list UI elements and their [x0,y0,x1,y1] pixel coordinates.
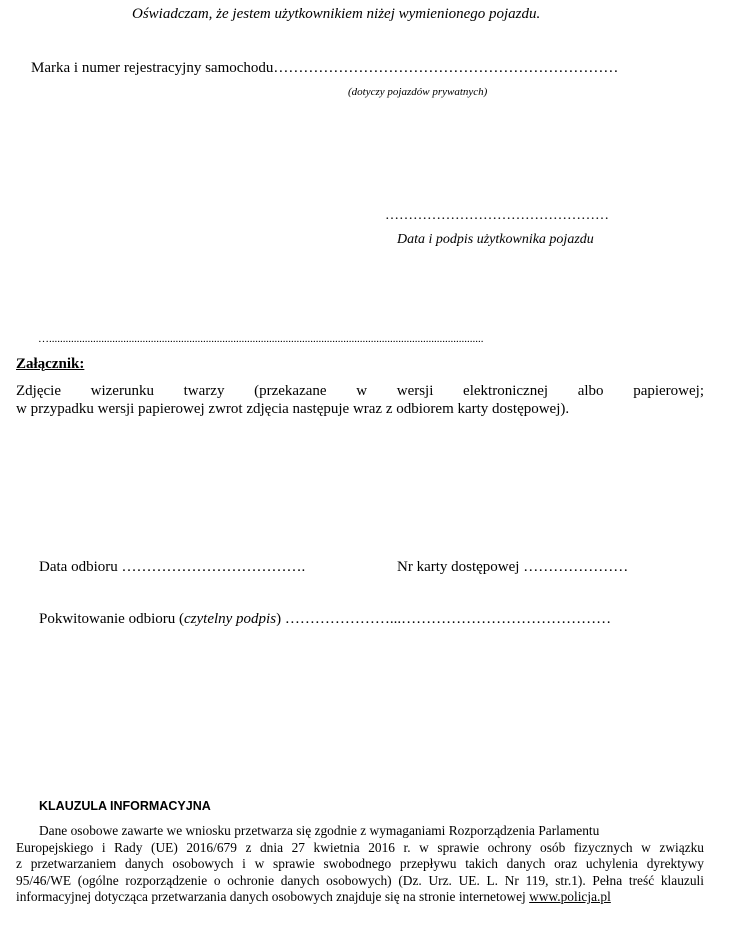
policja-link[interactable]: www.policja.pl [529,889,611,904]
signature-dots[interactable]: ………………………………………… [385,208,609,223]
car-field-label: Marka i numer rejestracyjny samochodu [31,60,274,76]
receipt-date-row [39,559,305,576]
attachment-line-1: Zdjęcie wizerunku twarzy (przekazane w wersji elektronicznej albo papierowej; [16,383,704,399]
receipt-confirm-hint: czytelny podpis [184,611,277,627]
car-field-dots[interactable]: …………………………………………………………… [273,60,619,76]
receipt-confirm-label: Pokwitowanie odbioru [39,611,176,627]
declaration-text: Oświadczam, że jestem użytkownikiem niżej wymienionego pojazdu. [132,6,541,22]
car-field-note: (dotyczy pojazdów prywatnych) [348,86,488,98]
clause-line-2: Europejskiego i Rady (UE) 2016/679 z dnia 27 kwietnia 2016 r. w sprawie ochrony osób fizycznych w związku [16,840,704,855]
receipt-confirm-dots[interactable]: …………………...…………………………………… [284,611,612,627]
receipt-card-row [397,559,628,576]
receipt-card-dots[interactable]: ………………… [523,559,629,575]
receipt-date-dots[interactable]: ………………………………. [121,559,306,575]
clause-line-4: 95/46/WE (ogólne rozporządzenie o ochronie danych osobowych) (Dz. Urz. UE. L. Nr 119, str.1). Pełna treść klauzuli [16,873,704,888]
receipt-confirm-paren-open: ( [179,611,184,627]
clause-line-3: z przetwarzaniem danych osobowych i w sprawie swobodnego przepływu takich danych oraz uchylenia dyrektywy [16,856,704,871]
clause-line-5 [16,889,611,905]
attachment-heading: Załącznik: [16,356,85,372]
receipt-date-label: Data odbioru [39,559,118,575]
car-field-row [31,60,618,77]
signature-label: Data i podpis użytkownika pojazdu [397,232,594,247]
receipt-card-label: Nr karty dostępowej [397,559,520,575]
receipt-confirm-row [39,611,611,628]
receipt-confirm-paren-close: ) [276,611,282,627]
separator-dots: ….............................................................................................................................................................. [38,333,484,345]
clause-last-line-text: informacyjnej dotycząca przetwarzania danych osobowych znajduje się na stronie internetowej [16,889,526,904]
clause-line-1: Dane osobowe zawarte we wniosku przetwarza się zgodnie z wymaganiami Rozporządzenia Parlamentu [39,823,600,838]
clause-heading: KLAUZULA INFORMACYJNA [39,799,211,813]
attachment-line-2: w przypadku wersji papierowej zwrot zdjęcia następuje wraz z odbiorem karty dostępowej). [16,401,570,417]
